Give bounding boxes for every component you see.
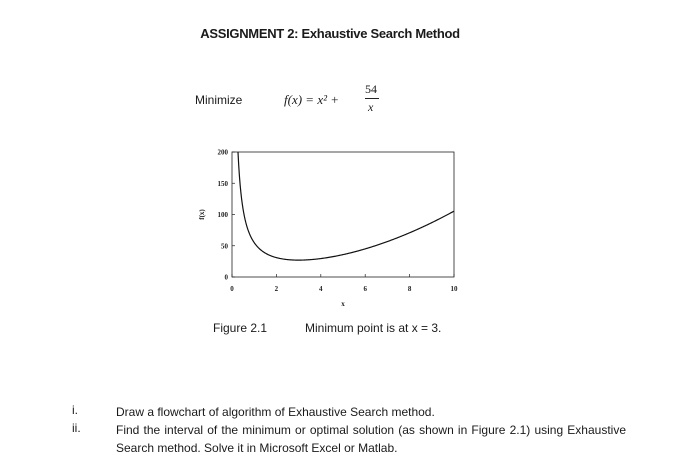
y-tick-label: 200 (217, 148, 228, 157)
function-plot (190, 140, 470, 315)
task-number: ii. (72, 421, 81, 435)
minimum-note: Minimum point is at x = 3. (305, 321, 442, 335)
x-tick-label: 2 (274, 285, 279, 293)
figure-caption: Figure 2.1 (213, 321, 268, 335)
plot-frame (232, 152, 454, 277)
y-tick-label: 50 (221, 242, 228, 251)
y-axis-label: f(x) (198, 209, 206, 220)
y-tick-label: 150 (217, 179, 228, 188)
fraction-numerator: 54 (365, 82, 377, 96)
minimize-label: Minimize (195, 93, 243, 107)
y-tick-label: 0 (224, 273, 228, 282)
function-curve (238, 152, 454, 260)
task-item (72, 421, 632, 461)
page-title: ASSIGNMENT 2: Exhaustive Search Method (200, 26, 460, 41)
function-lhs: f(x) = x² + (284, 92, 340, 107)
x-tick-label: 8 (407, 285, 412, 293)
y-tick-label: 100 (217, 211, 228, 219)
task-item (72, 403, 632, 421)
x-tick-label: 6 (363, 285, 367, 293)
task-text: Draw a flowchart of algorithm of Exhaustive Search method. (116, 405, 435, 419)
x-tick-label: 0 (230, 285, 234, 293)
x-tick-label: 4 (319, 285, 323, 293)
fraction-bar (365, 98, 379, 99)
task-text: Find the interval of the minimum or optimal solution (as shown in Figure 2.1) using Exhaustive Search method. Solve it in Microsoft Excel or Matlab. (116, 423, 626, 455)
x-axis-label: x (341, 300, 345, 308)
task-number: i. (72, 403, 78, 417)
fraction-denominator: x (368, 100, 374, 114)
x-tick-label: 10 (450, 285, 458, 293)
